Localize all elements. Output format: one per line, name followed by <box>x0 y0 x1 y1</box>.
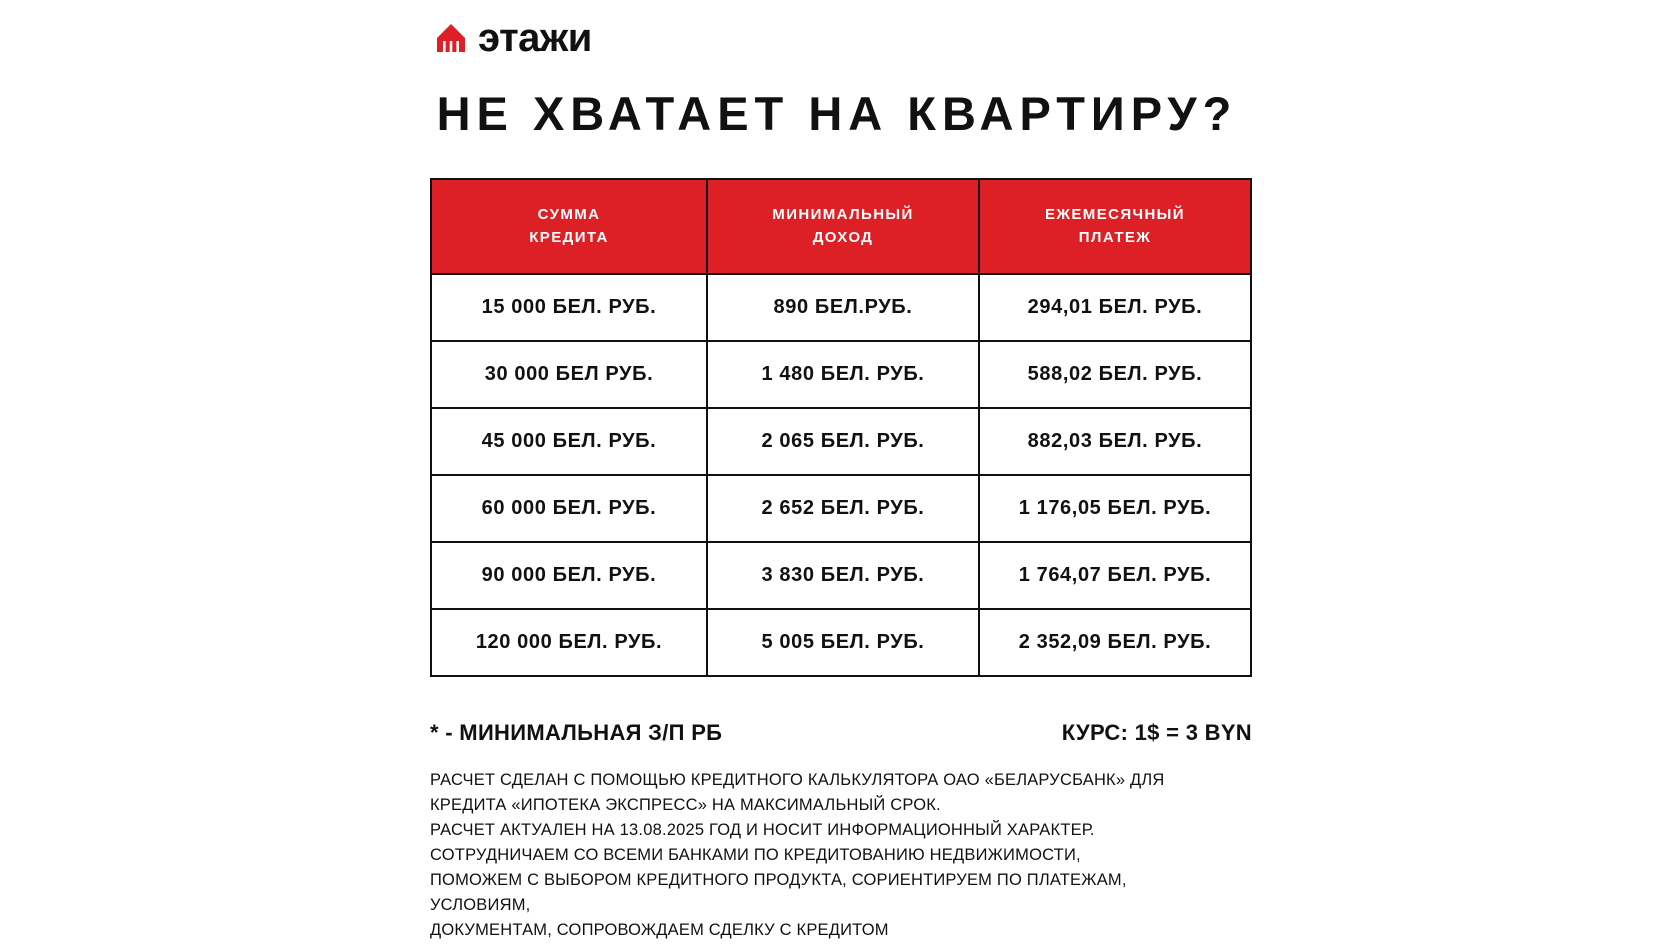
cell-monthly-payment: 1 176,05 БЕЛ. РУБ. <box>979 475 1251 542</box>
disclaimer-line: РАСЧЕТ АКТУАЛЕН НА 13.08.2025 ГОД И НОСИТ ИНФОРМАЦИОННЫЙ ХАРАКТЕР. <box>430 821 1095 840</box>
column-header-monthly-payment <box>979 179 1251 274</box>
cell-credit-sum: 90 000 БЕЛ. РУБ. <box>431 542 707 609</box>
column-header-line: ЕЖЕМЕСЯЧНЫЙ <box>1045 206 1185 223</box>
disclaimer-line: РАСЧЕТ СДЕЛАН С ПОМОЩЬЮ КРЕДИТНОГО КАЛЬКУЛЯТОРА ОАО «БЕЛАРУСБАНК» ДЛЯ <box>430 771 1165 789</box>
disclaimer-line: ПОМОЖЕМ С ВЫБОРОМ КРЕДИТНОГО ПРОДУКТА, СОРИЕНТИРУЕМ ПО ПЛАТЕЖАМ, <box>430 871 1127 890</box>
note-exchange-rate: КУРС: 1$ = 3 BYN <box>1061 720 1252 745</box>
cell-credit-sum: 120 000 БЕЛ. РУБ. <box>431 609 707 676</box>
disclaimer-line: ДОКУМЕНТАМ, СОПРОВОЖДАЕМ СДЕЛКУ С КРЕДИТОМ <box>430 921 889 940</box>
note-min-salary: * - МИНИМАЛЬНАЯ З/П РБ <box>430 720 723 745</box>
page-title: НЕ ХВАТАЕТ НА КВАРТИРУ? <box>436 87 1238 140</box>
cell-monthly-payment: 294,01 БЕЛ. РУБ. <box>979 274 1251 341</box>
credit-table-wrapper <box>430 178 1250 677</box>
cell-min-income: 1 480 БЕЛ. РУБ. <box>707 341 979 408</box>
disclaimer-line: СОТРУДНИЧАЕМ СО ВСЕМИ БАНКАМИ ПО КРЕДИТОВАНИЮ НЕДВИЖИМОСТИ, <box>430 846 1081 865</box>
disclaimer-line: УСЛОВИЯМ, <box>430 896 531 915</box>
cell-min-income: 890 БЕЛ.РУБ. <box>707 274 979 341</box>
notes-row <box>430 720 1252 746</box>
cell-monthly-payment: 1 764,07 БЕЛ. РУБ. <box>979 542 1251 609</box>
disclaimer-block <box>430 768 1240 944</box>
cell-min-income: 2 652 БЕЛ. РУБ. <box>707 475 979 542</box>
credit-table <box>430 178 1252 677</box>
cell-credit-sum: 60 000 БЕЛ. РУБ. <box>431 475 707 542</box>
table-row <box>431 274 1251 341</box>
column-header-line: МИНИМАЛЬНЫЙ <box>772 206 914 223</box>
table-row <box>431 609 1251 676</box>
table-row <box>431 542 1251 609</box>
cell-monthly-payment: 588,02 БЕЛ. РУБ. <box>979 341 1251 408</box>
column-header-line: ДОХОД <box>812 228 874 246</box>
cell-min-income: 5 005 БЕЛ. РУБ. <box>707 609 979 676</box>
table-row <box>431 341 1251 408</box>
cell-credit-sum: 45 000 БЕЛ. РУБ. <box>431 408 707 475</box>
column-header-credit-sum <box>431 179 707 274</box>
column-header-min-income <box>707 179 979 274</box>
cell-min-income: 3 830 БЕЛ. РУБ. <box>707 542 979 609</box>
table-row <box>431 475 1251 542</box>
cell-credit-sum: 30 000 БЕЛ РУБ. <box>431 341 707 408</box>
cell-monthly-payment: 882,03 БЕЛ. РУБ. <box>979 408 1251 475</box>
cell-min-income: 2 065 БЕЛ. РУБ. <box>707 408 979 475</box>
cell-credit-sum: 15 000 БЕЛ. РУБ. <box>431 274 707 341</box>
brand-logo <box>434 18 592 58</box>
table-header-row <box>431 179 1251 274</box>
disclaimer-line: КРЕДИТА «ИПОТЕКА ЭКСПРЕСС» НА МАКСИМАЛЬНЫЙ СРОК. <box>430 796 941 815</box>
column-header-line: ПЛАТЕЖ <box>1078 228 1152 246</box>
column-header-line: СУММА <box>537 206 601 223</box>
column-header-line: КРЕДИТА <box>529 228 609 246</box>
building-icon <box>434 21 468 55</box>
brand-name: этажи <box>478 16 592 60</box>
cell-monthly-payment: 2 352,09 БЕЛ. РУБ. <box>979 609 1251 676</box>
table-row <box>431 408 1251 475</box>
